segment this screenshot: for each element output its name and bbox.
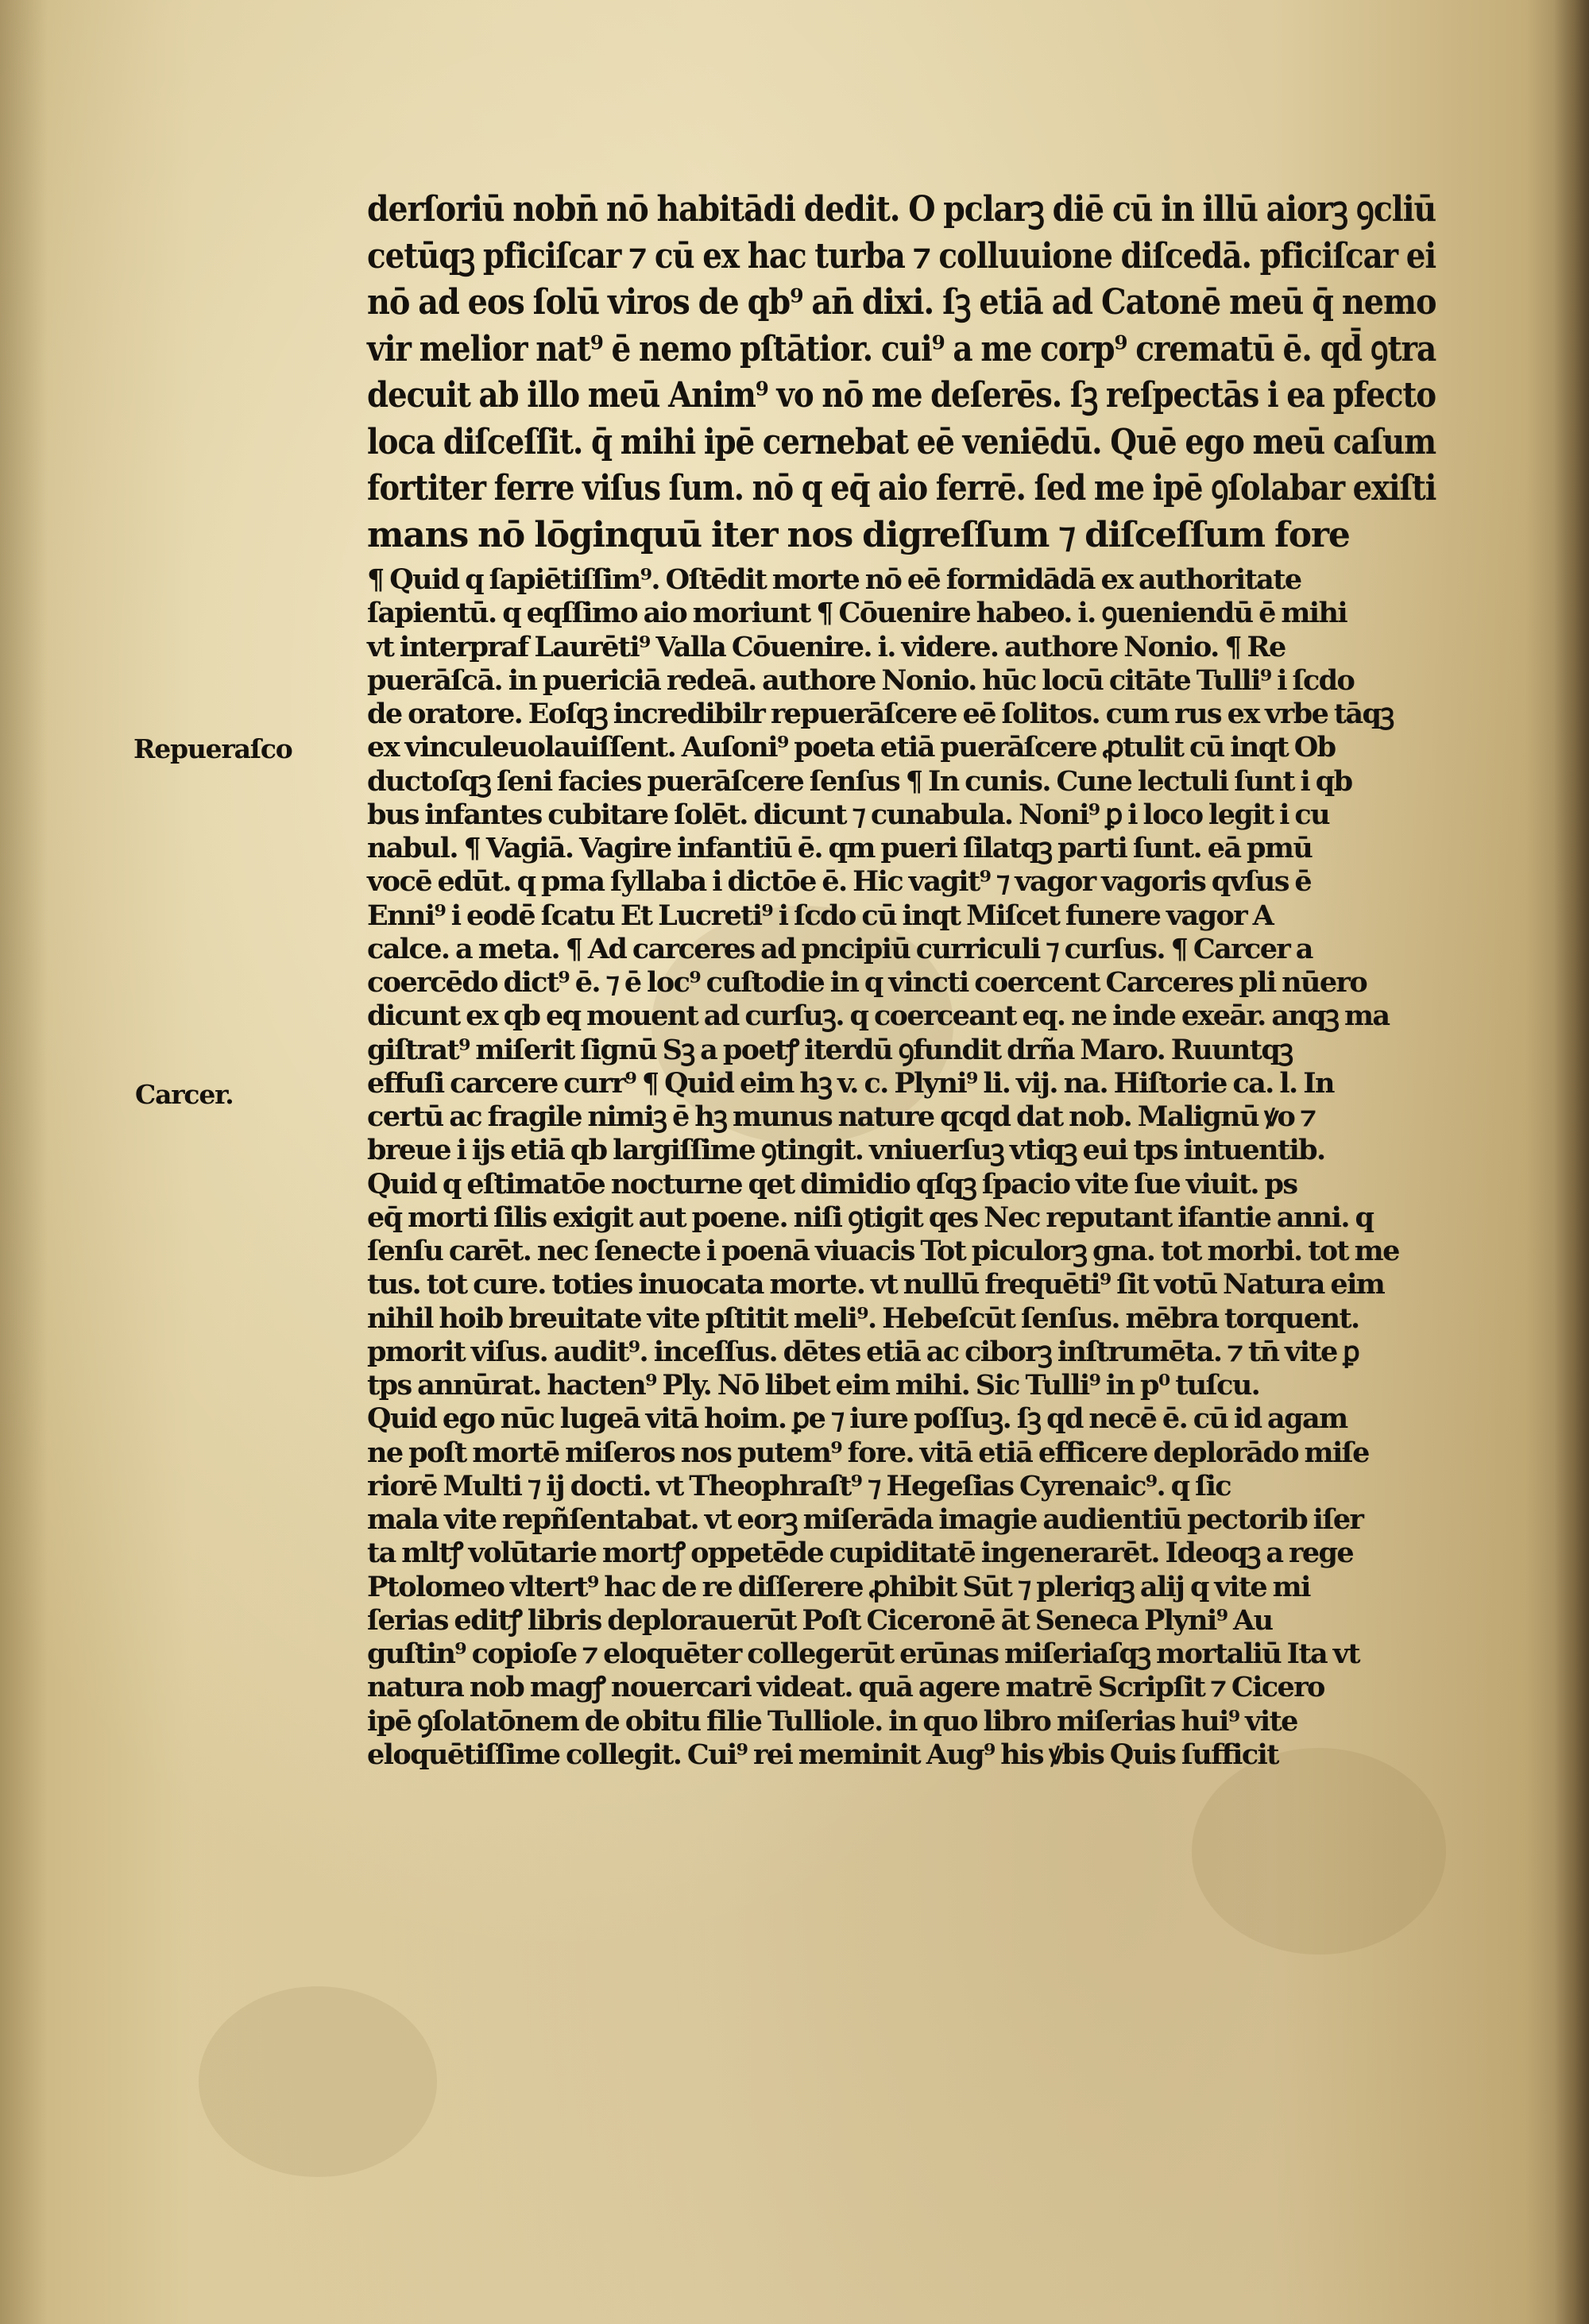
main-text-line: mans nō lōginquū iter nos digreſſum ⁊ diſceſſum fore <box>367 514 1350 555</box>
commentary-line: ductoſqꝫ ſeni facies puerāſcere ſenſus ¶ In cunis. Cune lectuli ſunt i qb <box>367 764 1352 798</box>
commentary-line: tus. tot cure. toties inuocata morte. vt nullū frequēti⁹ ſit votū Natura eim <box>367 1268 1385 1301</box>
text-block <box>367 187 1436 1772</box>
main-text-line: loca diſceſſit. q̄ mihi ipē cernebat eē veniēdū. Quē ego meū caſum <box>367 421 1436 462</box>
commentary-line: Quid q eſtimatōe nocturne qet dimidio qſqꝫ ſpacio vite ſue viuit. ps <box>367 1167 1297 1201</box>
page-right-edge-shadow <box>1554 0 1589 2324</box>
commentary-line: certū ac fragile nimiꝫ ē hꝫ munus nature qcqd dat nob. Malignū ꝟo ⁊ <box>367 1100 1316 1133</box>
paper-stain <box>1192 1748 1446 1955</box>
commentary-line: Quid ego nūc lugeā vitā hoim. ꝑe ⁊ iure poſſuꝫ. ſꝫ qd necē ē. cū id agam <box>367 1402 1347 1436</box>
commentary-line: ſenſu carēt. nec ſenecte i poenā viuacis Tot piculorꝫ gna. tot morbi. tot me <box>367 1235 1399 1267</box>
commentary-line: de oratore. Eoſqꝫ incredibilr repuerāſcere eē ſolitos. cum rus ex vrbe tāqꝫ <box>367 698 1394 730</box>
commentary-line: dicunt ex qb eq mouent ad curſuꝫ. q coerceant eq. ne inde exeār. anqꝫ ma <box>367 1000 1390 1033</box>
commentary-line: tps annūrat. hacten⁹ Ply. Nō libet eim mihi. Sic Tulli⁹ in p⁰ tuſcu. <box>367 1369 1260 1402</box>
main-text-line: vir melior nat⁹ ē nemo pſtātior. cui⁹ a me corp⁹ crematū ē. qd̄ ꝯtra <box>367 328 1436 369</box>
commentary-line: ipē ꝯſolatōnem de obitu filie Tulliole. in quo libro miſerias hui⁹ vite <box>367 1704 1297 1738</box>
commentary-line: mala vite repñſentabat. vt eorꝫ miſerāda imagie audientiū pectorib iſer <box>367 1503 1363 1536</box>
commentary-line: breue i ijs etiā qb largiſſime ꝯtingit. vniuerſuꝫ vtiqꝫ eui tps intuentib. <box>367 1134 1325 1167</box>
commentary-line: giſtrat⁹ miſerit ſignū Sꝫ a poetꝭ iterdū ꝯfundit drña Maro. Ruuntqꝫ <box>367 1033 1293 1066</box>
commentary-line: calce. a meta. ¶ Ad carceres ad pncipiū curriculi ⁊ curſus. ¶ Carcer a <box>367 932 1313 965</box>
commentary-line: nihil hoib breuitate vite pſtitit meli⁹. Hebeſcūt ſenſus. mēbra torquent. <box>367 1301 1359 1335</box>
commentary-line: effuſi carcere curr⁹ ¶ Quid eim hꝫ v. c. Plyni⁹ li. vij. na. Hiſtorie ca. l. In <box>367 1066 1334 1100</box>
main-text <box>367 187 1436 559</box>
commentary-text <box>367 563 1436 1772</box>
commentary-line: ſerias editꝭ libris deplorauerūt Poſt Ciceronē āt Seneca Plyni⁹ Au <box>367 1603 1273 1637</box>
commentary-line: Ptolomeo vltert⁹ hac de re diſſerere ꝓhibit Sūt ⁊ pleriqꝫ alij q vite mi <box>367 1570 1310 1603</box>
main-text-line: cetūqꝫ pficiſcar ⁊ cū ex hac turba ⁊ colluuione diſcedā. pficiſcar ei <box>367 235 1436 276</box>
commentary-line: puerāſcā. in puericiā redeā. authore Nonio. hūc locū citāte Tulli⁹ i ſcdo <box>367 663 1355 697</box>
paper-stain <box>199 1986 437 2177</box>
commentary-line: ne poſt mortē miſeros nos putem⁹ fore. vitā etiā efficere deplorādo miſe <box>367 1436 1369 1469</box>
commentary-line: coercēdo dict⁹ ē. ⁊ ē loc⁹ cuſtodie in q vincti coercent Carceres pli nūero <box>367 966 1367 999</box>
commentary-line: nabul. ¶ Vagiā. Vagire infantiū ē. qm pueri ſilatqꝫ parti ſunt. eā pmū <box>367 832 1313 864</box>
commentary-line: vt interpraf Laurēti⁹ Valla Cōuenire. i. videre. authore Nonio. ¶ Re <box>367 630 1286 663</box>
commentary-line: pmorit viſus. audit⁹. inceſſus. dētes etiā ac ciborꝫ inſtrumēta. ⁊ tn̄ vite ꝑ <box>367 1335 1359 1368</box>
commentary-line: natura nob magꝭ nouercari videat. quā agere matrē Scripſit ⁊ Cicero <box>367 1671 1324 1704</box>
main-text-line: decuit ab illo meū Anim⁹ vo nō me deſerēs. ſꝫ reſpectās i ea pfecto <box>367 375 1436 416</box>
page-left-shadow <box>0 0 48 2324</box>
marginal-note-repuerasco: Repueraſco <box>133 733 292 764</box>
main-text-line: fortiter ferre viſus ſum. nō q eq̄ aio ferrē. ſed me ipē ꝯſolabar exiſti <box>367 468 1436 508</box>
commentary-line: ta mltꝭ volūtarie mortꝭ oppetēde cupiditatē ingenerarēt. Ideoqꝫ a rege <box>367 1537 1354 1570</box>
commentary-line: ex vinculeuolauiſſent. Auſoni⁹ poeta etiā puerāſcere ꝓtulit cū inqt Ob <box>367 731 1336 764</box>
commentary-line: vocē edūt. q pma ſyllaba i dictōe ē. Hic vagit⁹ ⁊ vagor vagoris qvſus ē <box>367 865 1312 899</box>
commentary-line: ¶ Quid q ſapiētiſſim⁹. Oſtēdit morte nō eē formidādā ex authoritate <box>367 563 1301 596</box>
main-text-line: derſoriū nobn̄ nō habitādi dedit. O pclarꝫ diē cū in illū aiorꝫ ꝯcliū <box>367 189 1436 230</box>
commentary-line: Enni⁹ i eodē ſcatu Et Lucreti⁹ i ſcdo cū inqt Miſcet funere vagor A <box>367 899 1274 932</box>
commentary-line: eloquētiſſime collegit. Cui⁹ rei meminit Aug⁹ his ꝟbis Quis ſufficit <box>367 1738 1278 1771</box>
commentary-line: guſtin⁹ copioſe ⁊ eloquēter collegerūt erūnas miſeriaſqꝫ mortaliū Ita vt <box>367 1638 1359 1670</box>
commentary-line: bus infantes cubitare ſolēt. dicunt ⁊ cunabula. Noni⁹ ꝑ i loco legit i cu <box>367 798 1329 831</box>
main-text-line: nō ad eos ſolū viros de qb⁹ an̄ dixi. ſꝫ etiā ad Catonē meū q̄ nemo <box>367 282 1436 323</box>
commentary-line: eq̄ morti ſilis exigit aut poene. niſi ꝯtigit qes Nec reputant ifantie anni. q <box>367 1201 1374 1234</box>
marginal-note-carcer: Carcer. <box>135 1079 234 1110</box>
commentary-line: ſapientū. q eqſſimo aio moriunt ¶ Cōuenire habeo. i. ꝯueniendū ē mihi <box>367 597 1347 630</box>
commentary-line: riorē Multi ⁊ ij docti. vt Theophraſt⁹ ⁊ Hegeſias Cyrenaic⁹. q ſic <box>367 1469 1231 1502</box>
